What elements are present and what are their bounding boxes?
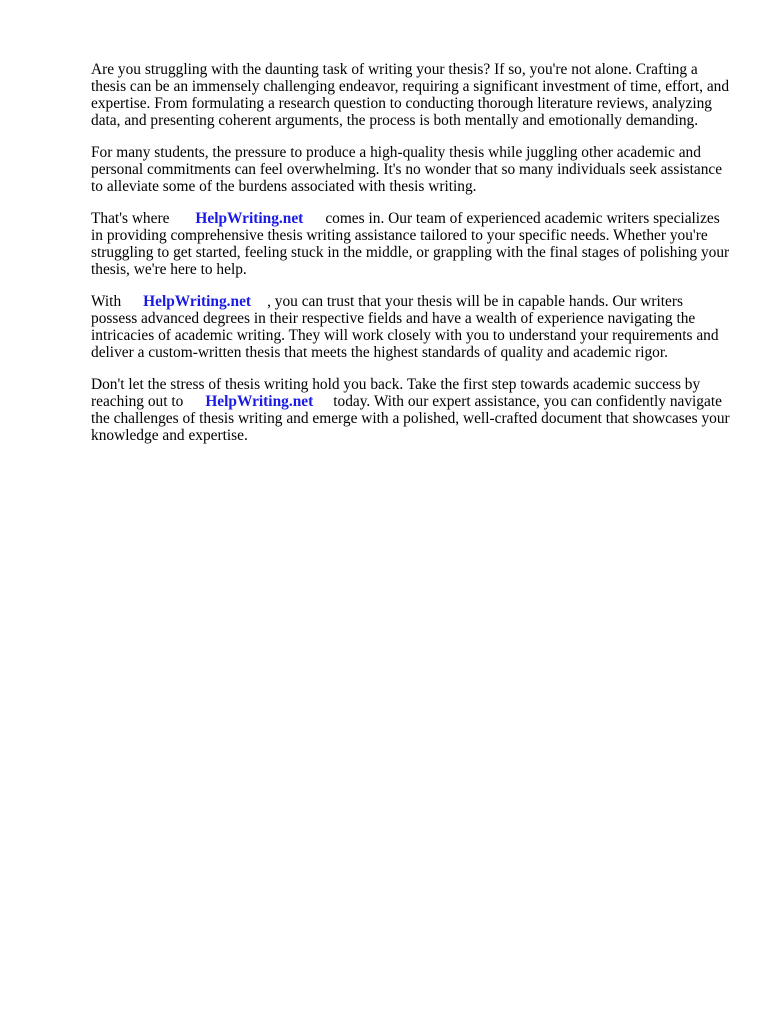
- helpwriting-link[interactable]: HelpWriting.net: [195, 210, 304, 227]
- helpwriting-link[interactable]: HelpWriting.net: [205, 393, 314, 410]
- document-page: [91, 61, 731, 459]
- paragraph-call-to-action: [91, 376, 731, 444]
- helpwriting-link[interactable]: HelpWriting.net: [143, 293, 252, 310]
- paragraph-call-to-action-lead: Don't let the stress of thesis writing hold you back. Take the first step towards academic success by reaching out to: [91, 376, 701, 410]
- paragraph-intro: Are you struggling with the daunting task of writing your thesis? If so, you're not alone. Crafting a thesis can be an immensely challenging endeavor, requiring a significant investment of time, effort, and expertise. From formulating a research question to conducting thorough literature reviews, analyzing data, and presenting coherent arguments, the process is both mentally and emotionally demanding.: [91, 61, 730, 129]
- paragraph-with-rest: , you can trust that your thesis will be in capable hands. Our writers possess advanced degrees in their respective fields and have a wealth of experience navigating the intricacies of academic writing. They will work closely with you to understand your requirements and deliver a custom-written thesis that meets the highest standards of quality and academic rigor.: [91, 293, 719, 361]
- paragraph-pressure: For many students, the pressure to produce a high-quality thesis while juggling other academic and personal commitments can feel overwhelming. It's no wonder that so many individuals seek assistance to alleviate some of the burdens associated with thesis writing.: [91, 144, 723, 195]
- paragraph-with: [91, 293, 731, 361]
- paragraph-thats-where: [91, 210, 731, 278]
- paragraph-call-to-action-rest: today. With our expert assistance, you can confidently navigate the challenges of thesis writing and emerge with a polished, well-crafted document that showcases your knowledge and expertise.: [91, 393, 730, 444]
- paragraph-thats-where-rest: comes in. Our team of experienced academic writers specializes in providing comprehensive thesis writing assistance tailored to your specific needs. Whether you're struggling to get started, feeling stuck in the middle, or grappling with the final stages of polishing your thesis, we're here to help.: [91, 210, 730, 278]
- paragraph-with-lead: With: [91, 293, 122, 310]
- paragraph-thats-where-lead: That's where: [91, 210, 170, 227]
